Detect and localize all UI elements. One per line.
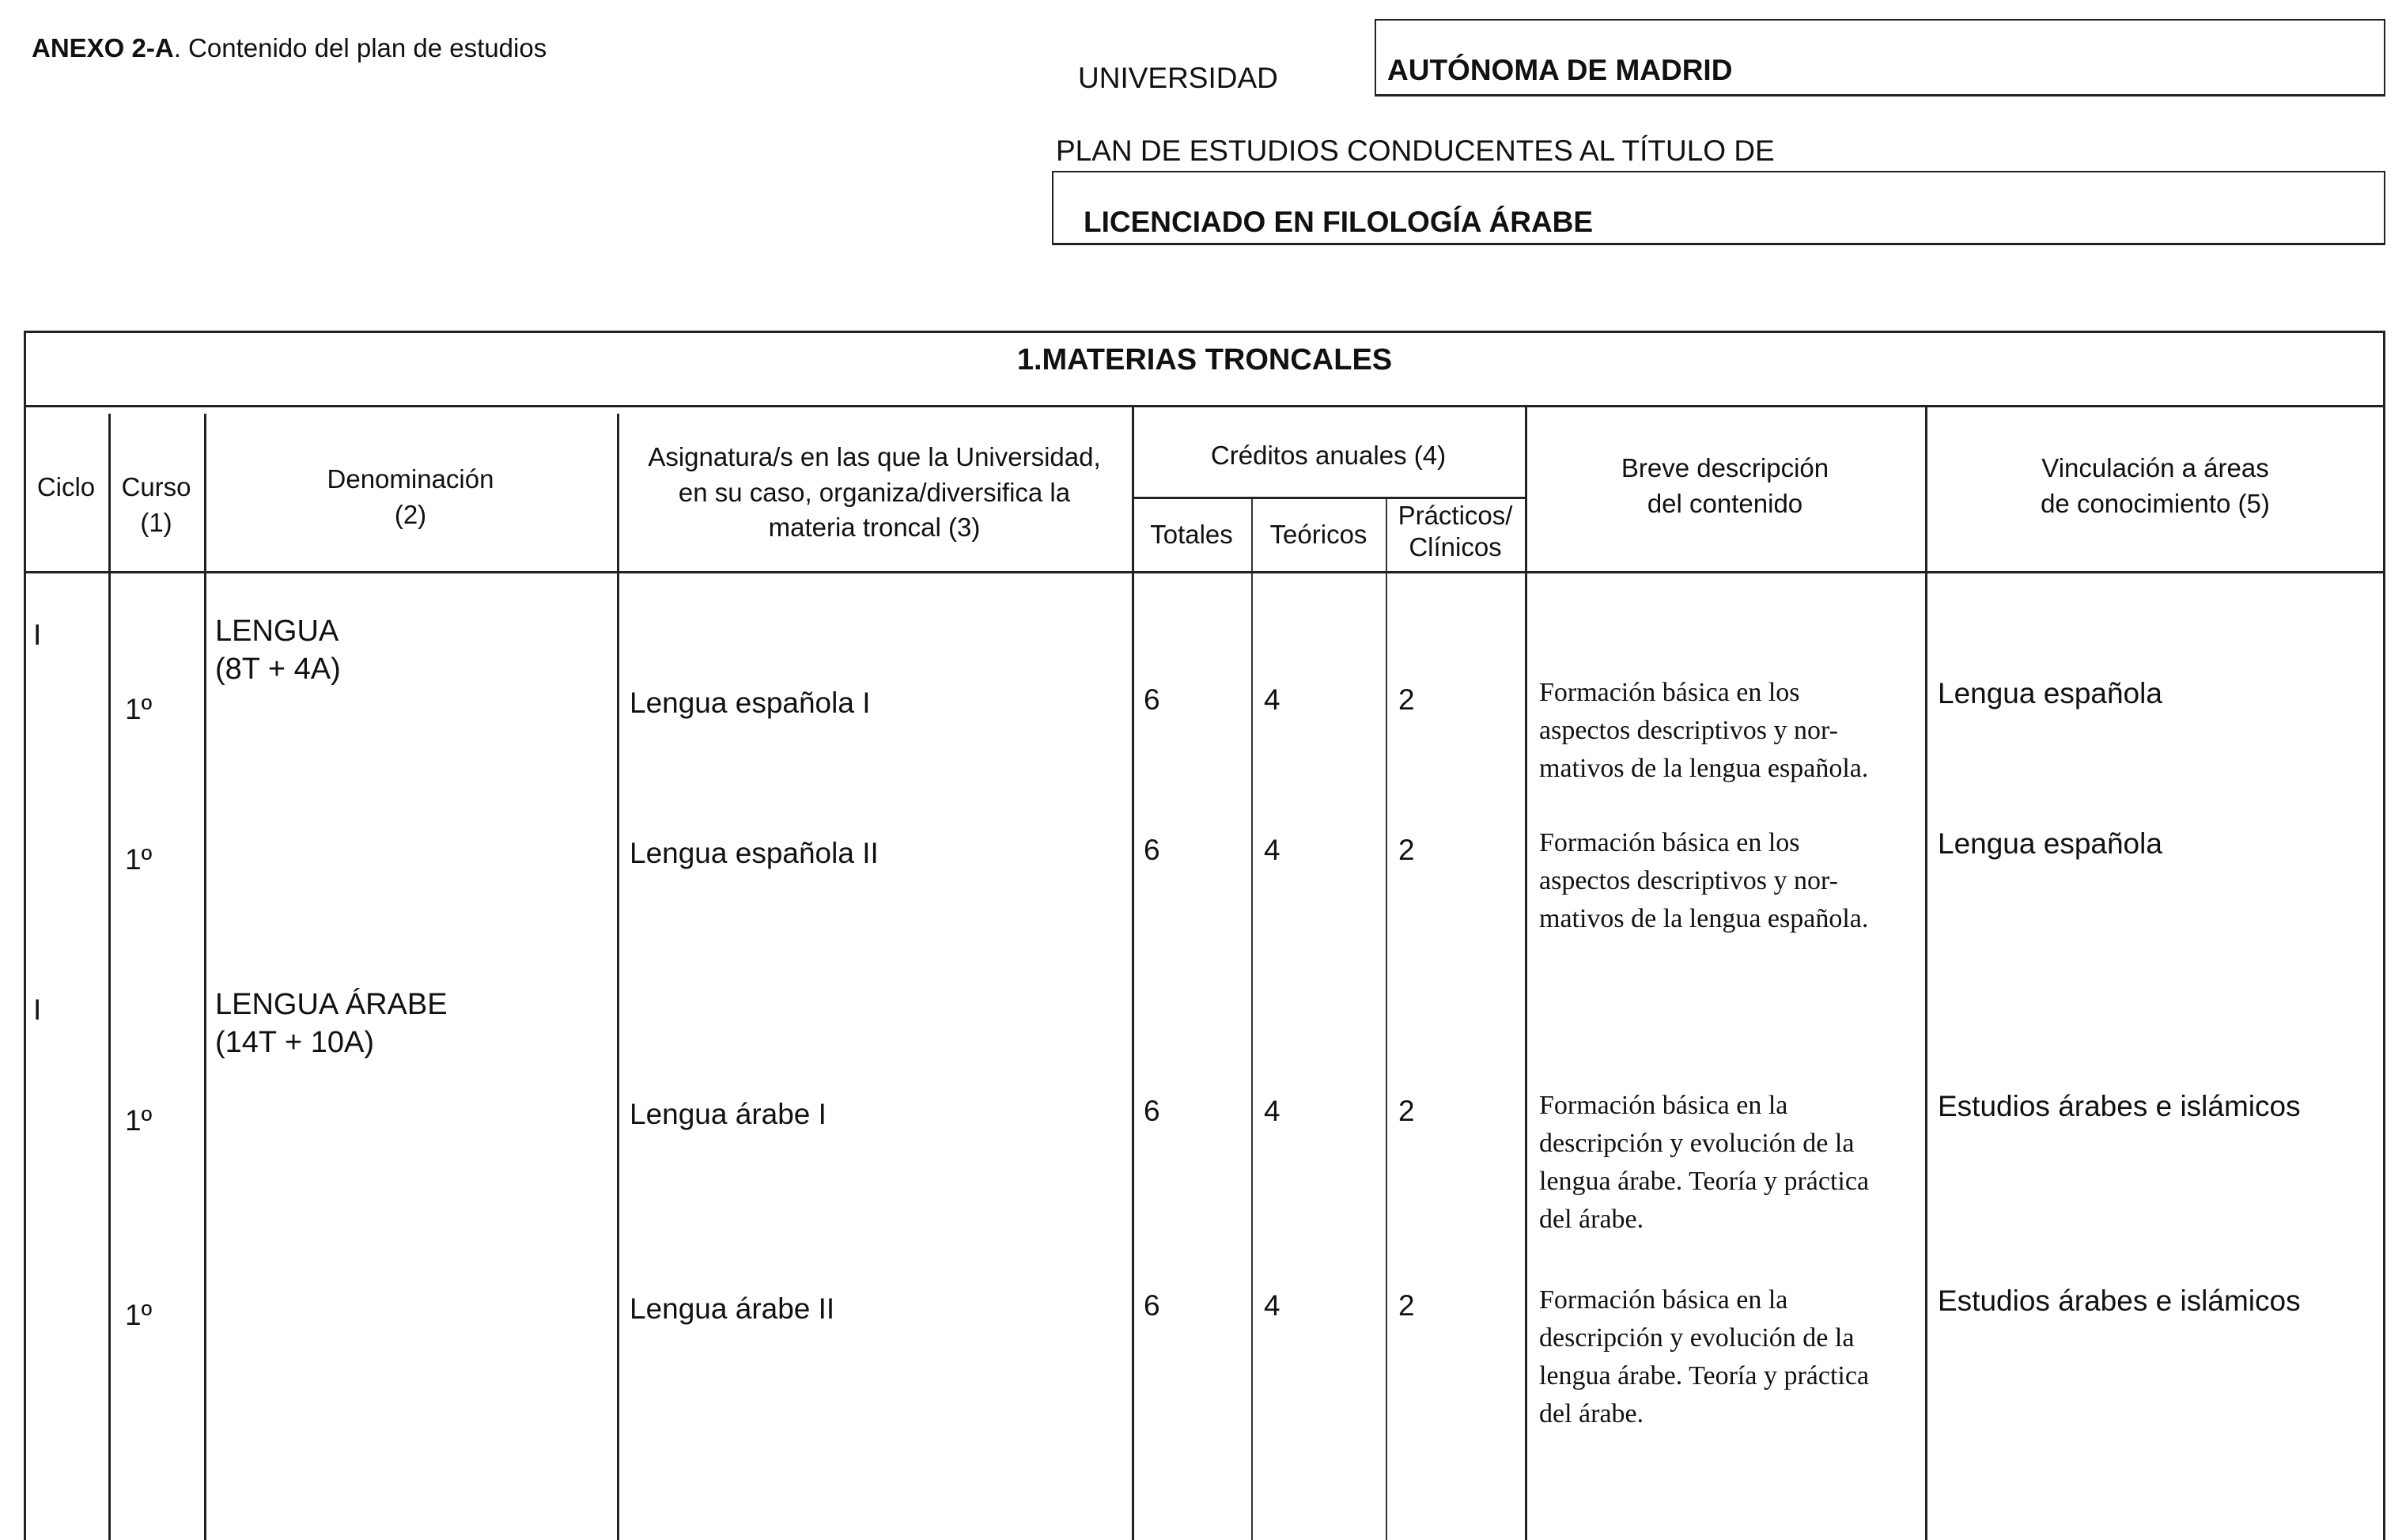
degree-value: LICENCIADO EN FILOLOGÍA ÁRABE [1084, 206, 1594, 238]
col-header-curso-line1: Curso [121, 472, 191, 501]
row-practicos: 2 [1398, 1289, 1415, 1322]
col-header-asignatura-line1: Asignatura/s en las que la Universidad, [648, 442, 1101, 471]
row-practicos: 2 [1398, 683, 1415, 716]
row-description [1539, 1087, 1869, 1239]
col-header-vinculacion-line2: de conocimiento (5) [2041, 488, 2270, 518]
group-ciclo: I [33, 993, 42, 1026]
row-asignatura: Lengua árabe I [630, 1098, 827, 1130]
col-header-creditos: Créditos anuales (4) [1210, 441, 1447, 470]
group-subject [215, 612, 341, 688]
row-asignatura: Lengua española II [630, 837, 879, 869]
row-area: Estudios árabes e islámicos [1938, 1090, 2301, 1122]
col-header-descripcion [1525, 451, 1925, 521]
col-header-denominacion-line1: Denominación [327, 464, 494, 494]
col-divider-curso [204, 414, 206, 1540]
col-header-teoricos: Teóricos [1269, 520, 1367, 549]
row-asignatura: Lengua española I [630, 687, 871, 719]
group-ciclo: I [33, 619, 42, 651]
row-description-line: Formación básica en la [1539, 1285, 1788, 1315]
row-description-line: mativos de la lengua española. [1539, 904, 1869, 933]
col-header-practicos [1386, 500, 1525, 563]
annex-heading [32, 33, 547, 63]
row-curso: 1º [125, 843, 153, 876]
col-header-descripcion-line2: del contenido [1647, 488, 1803, 518]
section-title-rule [24, 405, 2385, 407]
col-header-asignatura-line2: en su caso, organiza/diversifica la [678, 477, 1071, 507]
col-header-vinculacion-line1: Vinculación a áreas [2041, 453, 2269, 482]
col-header-vinculacion [1925, 451, 2385, 521]
col-header-curso [108, 470, 204, 540]
col-divider-creditos [1525, 407, 1527, 1540]
row-area: Lengua española [1938, 827, 2162, 860]
group-subject-name: LENGUA ÁRABE [215, 988, 448, 1021]
row-totales: 6 [1144, 834, 1160, 866]
row-description-line: lengua árabe. Teoría y práctica [1539, 1361, 1870, 1391]
col-header-practicos-line1: Prácticos/ [1398, 501, 1513, 530]
group-subject [215, 986, 448, 1061]
row-curso: 1º [125, 693, 153, 725]
row-practicos: 2 [1398, 1095, 1415, 1127]
col-divider-teoricos [1386, 497, 1387, 1540]
row-description-line: lengua árabe. Teoría y práctica [1539, 1167, 1870, 1196]
header-bottom-rule [24, 571, 2385, 573]
university-value: AUTÓNOMA DE MADRID [1387, 54, 1733, 86]
col-header-asignatura-line3: materia troncal (3) [768, 513, 981, 543]
row-totales: 6 [1144, 1289, 1160, 1322]
col-header-practicos-line2: Clínicos [1409, 532, 1502, 562]
col-divider-ciclo [108, 414, 111, 1540]
row-description-line: Formación básica en los [1539, 828, 1800, 857]
row-teoricos: 4 [1264, 1095, 1280, 1127]
col-header-totales: Totales [1150, 520, 1233, 549]
annex-description: . Contenido del plan de estudios [173, 33, 547, 62]
row-area: Lengua española [1938, 677, 2162, 709]
group-subject-credits: (14T + 10A) [215, 1026, 375, 1059]
row-description [1539, 824, 1868, 938]
university-label: UNIVERSIDAD [1078, 62, 1278, 94]
col-header-descripcion-line1: Breve descripción [1621, 453, 1829, 482]
row-description-line: aspectos descriptivos y nor- [1539, 866, 1838, 895]
row-description-line: Formación básica en los [1539, 678, 1800, 707]
row-teoricos: 4 [1264, 683, 1280, 716]
row-totales: 6 [1144, 683, 1160, 716]
col-header-asignatura [617, 440, 1132, 546]
col-divider-denominacion [617, 414, 619, 1540]
col-header-ciclo: Ciclo [36, 472, 96, 501]
plan-label: PLAN DE ESTUDIOS CONDUCENTES AL TÍTULO DE [1056, 134, 1775, 167]
row-area: Estudios árabes e islámicos [1938, 1285, 2301, 1317]
col-divider-asignatura [1132, 407, 1134, 1540]
col-divider-descripcion [1925, 407, 1927, 1540]
row-teoricos: 4 [1264, 834, 1280, 866]
annex-code: ANEXO 2-A [32, 33, 174, 62]
row-description-line: aspectos descriptivos y nor- [1539, 716, 1838, 745]
row-description [1539, 674, 1868, 788]
col-header-curso-line2: (1) [140, 507, 172, 537]
row-description-line: mativos de la lengua española. [1539, 754, 1869, 783]
section-title: 1.MATERIAS TRONCALES [1016, 343, 1393, 376]
row-totales: 6 [1144, 1095, 1160, 1127]
row-description [1539, 1281, 1869, 1433]
row-curso: 1º [125, 1299, 153, 1331]
row-asignatura: Lengua árabe II [630, 1292, 835, 1325]
group-subject-name: LENGUA [215, 615, 339, 648]
row-description-line: del árabe. [1539, 1205, 1644, 1234]
row-description-line: descripción y evolución de la [1539, 1323, 1855, 1353]
col-header-denominacion-line2: (2) [394, 499, 427, 529]
row-description-line: Formación básica en la [1539, 1091, 1788, 1120]
col-divider-totales [1251, 497, 1253, 1540]
row-practicos: 2 [1398, 834, 1415, 866]
row-teoricos: 4 [1264, 1289, 1280, 1322]
col-header-denominacion [204, 462, 617, 532]
row-description-line: del árabe. [1539, 1399, 1644, 1428]
credits-subheader-rule [1132, 497, 1525, 499]
group-subject-credits: (8T + 4A) [215, 653, 341, 686]
row-curso: 1º [125, 1104, 153, 1137]
row-description-line: descripción y evolución de la [1539, 1129, 1855, 1158]
